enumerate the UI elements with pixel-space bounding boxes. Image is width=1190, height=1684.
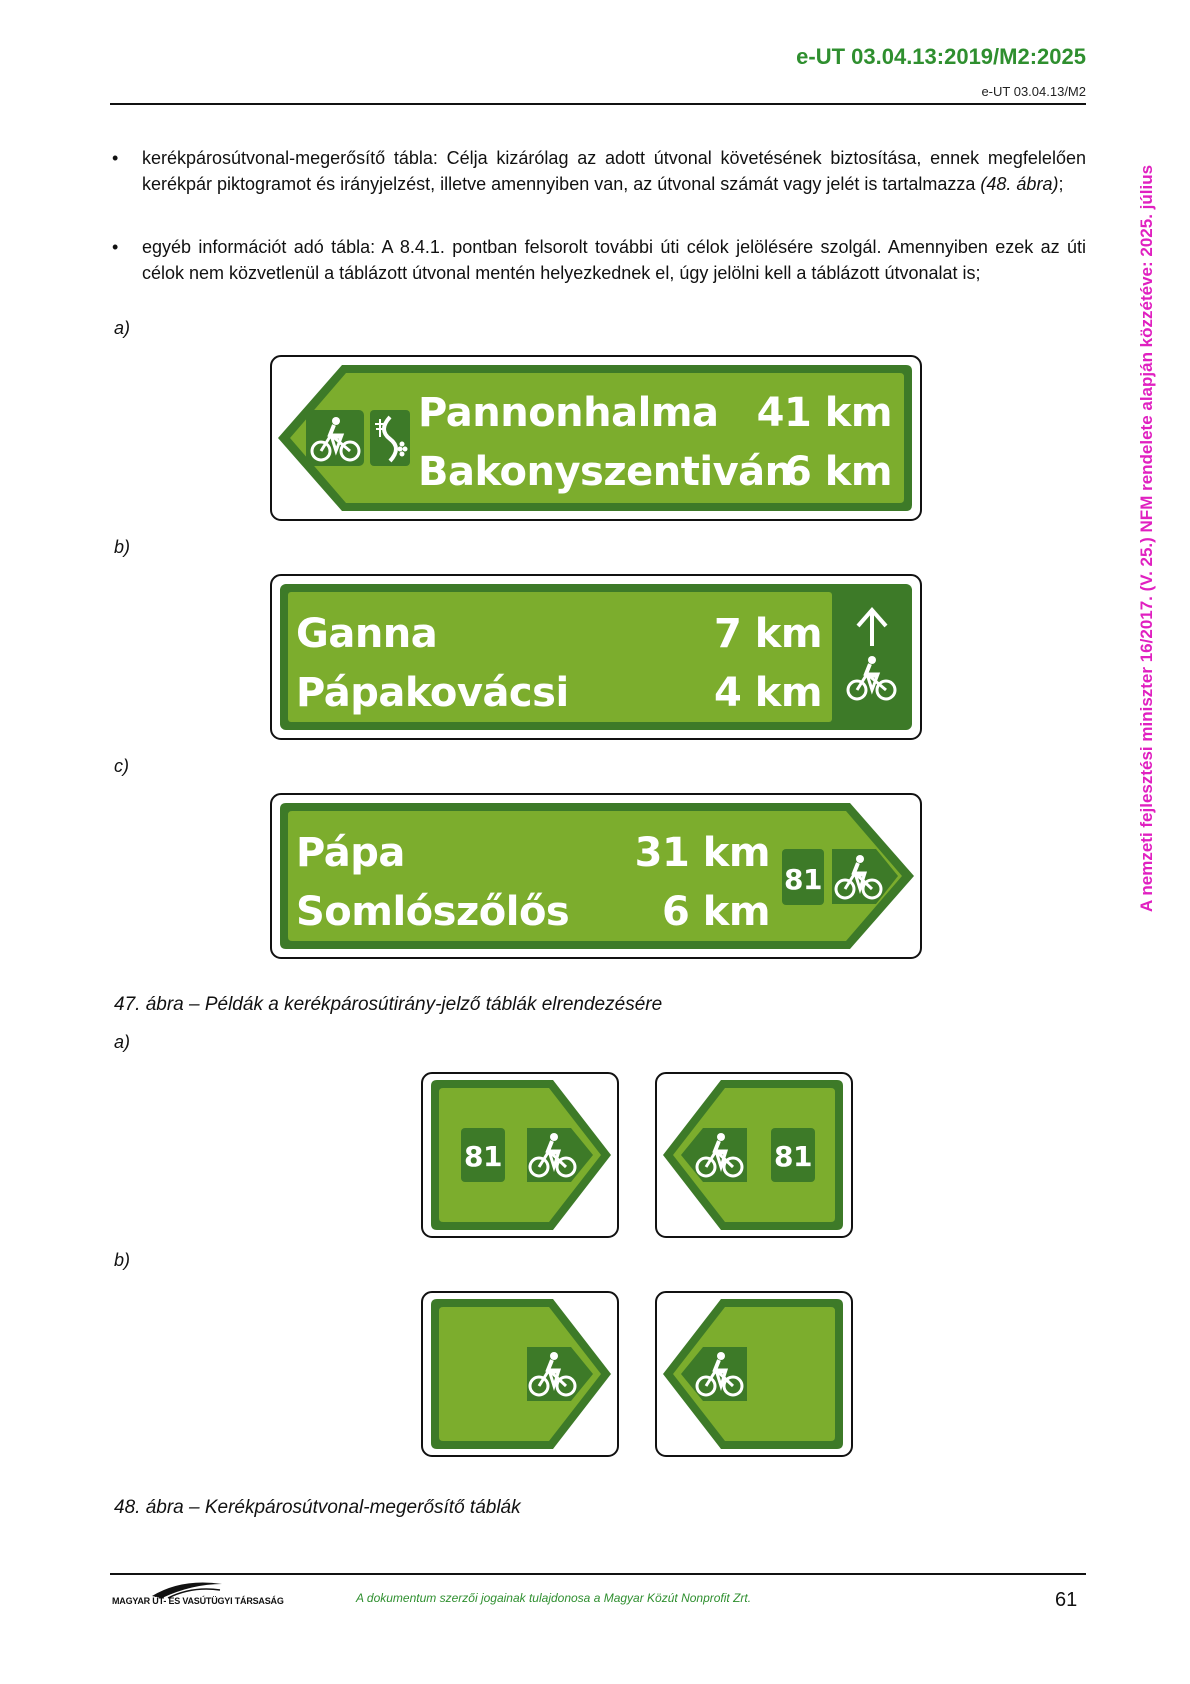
- fig47-label-b: b): [114, 537, 131, 557]
- figure-48-caption: 48. ábra – Kerékpárosútvonal-megerősítő táblák: [114, 1497, 521, 1518]
- figure-47-caption: 47. ábra – Példák a kerékpárosútirány-jelző táblák elrendezésére: [114, 994, 663, 1015]
- fig48-label-a: a): [114, 1032, 131, 1052]
- sign-b: [270, 574, 922, 740]
- sign-c: [270, 793, 922, 959]
- bicycle-icon: [306, 410, 364, 466]
- fig47-label-a: a): [114, 318, 131, 338]
- paragraph-1-ref: (48. ábra): [980, 174, 1059, 194]
- society-logo: [112, 1576, 262, 1612]
- sign-c-row1-name: Pápa: [296, 830, 405, 876]
- sign-c-row2-dist: 6 km: [661, 889, 770, 935]
- paragraph-1: [142, 145, 1086, 197]
- side-publication-note: A nemzeti fejlesztési miniszter 16/2017. (V. 25.) NFM rendelete alapján közzétéve: 2025. július: [1137, 165, 1156, 913]
- paragraph-1-text: Célja kizárólag az adott útvonal követésének biztosítása, ennek megfelelően kerékpár piktogramot és irányjelzést, illetve amennyiben van, az útvonal számát vagy jelét is tartalmazza: [142, 148, 1086, 194]
- sign-a-row2-dist: 6 km: [783, 449, 892, 495]
- document-code: e-UT 03.04.13:2019/M2:2025: [796, 44, 1086, 69]
- sign-48a-left: [655, 1072, 853, 1238]
- religious-site-vineyard-icon: [370, 410, 410, 466]
- paragraph-2-text: A 8.4.1. pontban felsorolt további úti célok jelölésére szolgál. Amennyiben ezek az úti célok nem közvetlenül a táblázott útvonal mentén helyezkednek el, úgy jelölni kell a táblázott útvonalat is;: [142, 237, 1086, 283]
- sign-c-route-number: 81: [784, 863, 822, 896]
- footer-rule: [110, 1573, 1086, 1575]
- paragraph-1-term: kerékpárosútvonal-megerősítő tábla:: [142, 148, 438, 168]
- sign-b-row1-dist: 7 km: [713, 611, 822, 657]
- paragraph-2: [142, 234, 1086, 286]
- sign-b-row2-dist: 4 km: [713, 670, 822, 716]
- page-number: 61: [1055, 1589, 1078, 1611]
- paragraph-1-end: ;: [1058, 174, 1064, 194]
- sign-48a-right: [421, 1072, 619, 1238]
- sign-48a-right-route: 81: [464, 1140, 502, 1173]
- copyright-notice: A dokumentum szerzői jogainak tulajdonosa a Magyar Közút Nonprofit Zrt.: [356, 1591, 752, 1605]
- document-subcode: e-UT 03.04.13/M2: [981, 84, 1086, 99]
- sign-a-row1-dist: 41 km: [756, 390, 892, 436]
- bullet-1: •: [112, 148, 119, 168]
- fig48-label-b: b): [114, 1250, 131, 1270]
- bullet-2: •: [112, 237, 119, 257]
- sign-48b-right: [421, 1291, 619, 1457]
- sign-b-row2-name: Pápakovácsi: [296, 670, 569, 716]
- sign-b-row1-name: Ganna: [296, 611, 438, 657]
- sign-a-row1-name: Pannonhalma: [418, 390, 719, 436]
- sign-a: [270, 355, 922, 521]
- sign-48a-left-route: 81: [774, 1140, 812, 1173]
- sign-c-row1-dist: 31 km: [634, 830, 770, 876]
- sign-c-row2-name: Somlószőlős: [296, 889, 570, 935]
- header-rule: [110, 103, 1086, 105]
- society-logo-text: MAGYAR ÚT- ÉS VASÚTÜGYI TÁRSASÁG: [112, 1596, 284, 1606]
- paragraph-2-term: egyéb információt adó tábla:: [142, 237, 376, 257]
- fig47-label-c: c): [114, 756, 129, 776]
- sign-a-row2-name: Bakonyszentiván: [418, 449, 793, 495]
- sign-48b-left: [655, 1291, 853, 1457]
